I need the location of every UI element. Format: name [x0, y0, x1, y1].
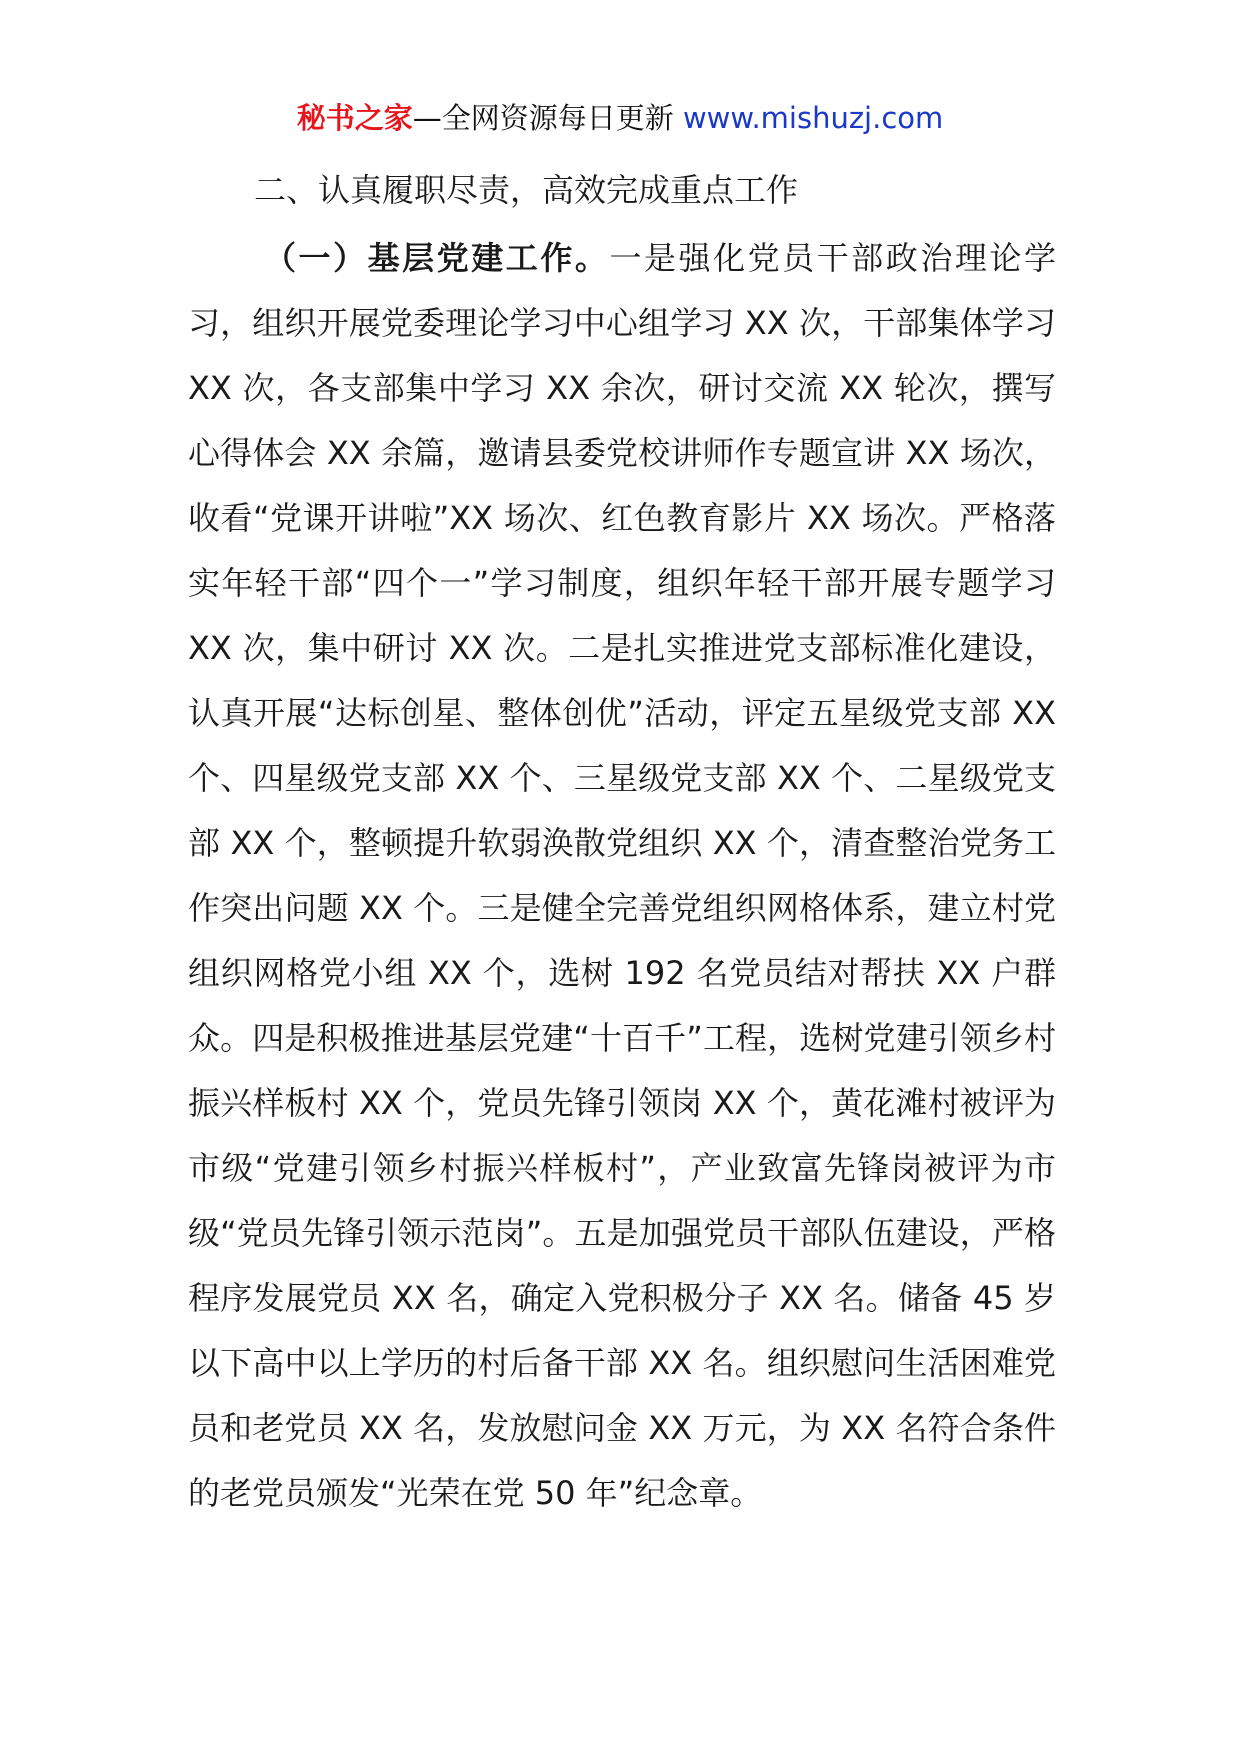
- page-header: [0, 98, 1240, 138]
- sub-heading: （一）基层党建工作。: [264, 239, 610, 277]
- section-heading: 二、认真履职尽责，高效完成重点工作: [254, 171, 799, 209]
- header-tagline: —全网资源每日更新: [412, 101, 674, 135]
- body-paragraph: [188, 226, 1056, 1526]
- brand-name: 秘书之家: [296, 101, 413, 135]
- website-link[interactable]: www.mishuzj.com: [682, 101, 944, 135]
- paragraph-body: 一是强化党员干部政治理论学习，组织开展党委理论学习中心组学习 XX 次，干部集体学习 XX 次，各支部集中学习 XX 余次，研讨交流 XX 轮次，撰写心得体会 XX 余篇，邀请县委党校讲师作专题宣讲 XX 场次，收看“党课开讲啦”XX 场次、红色教育影片 XX 场次。严格落实年轻干部“四个一”学习制度，组织年轻干部开展专题学习 XX 次，集中研讨 XX 次。二是扎实推进党支部标准化建设，认真开展“达标创星、整体创优”活动，评定五星级党支部 XX 个、四星级党支部 XX 个、三星级党支部 XX 个、二星级党支部 XX 个，整顿提升软弱涣散党组织 XX 个，清查整治党务工作突出问题 XX 个。三是健全完善党组织网格体系，建立村党组织网格党小组 XX 个，选树 192 名党员结对帮扶 XX 户群众。四是积极推进基层党建“十百千”工程，选树党建引领乡村振兴样板村 XX 个，党员先锋引领岗 XX 个，黄花滩村被评为市级“党建引领乡村振兴样板村”，产业致富先锋岗被评为市级“党员先锋引领示范岗”。五是加强党员干部队伍建设，严格程序发展党员 XX 名，确定入党积极分子 XX 名。储备 45 岁以下高中以上学历的村后备干部 XX 名。组织慰问生活困难党员和老党员 XX 名，发放慰问金 XX 万元，为 XX 名符合条件的老党员颁发“光荣在党 50 年”纪念章。: [188, 239, 1056, 1512]
